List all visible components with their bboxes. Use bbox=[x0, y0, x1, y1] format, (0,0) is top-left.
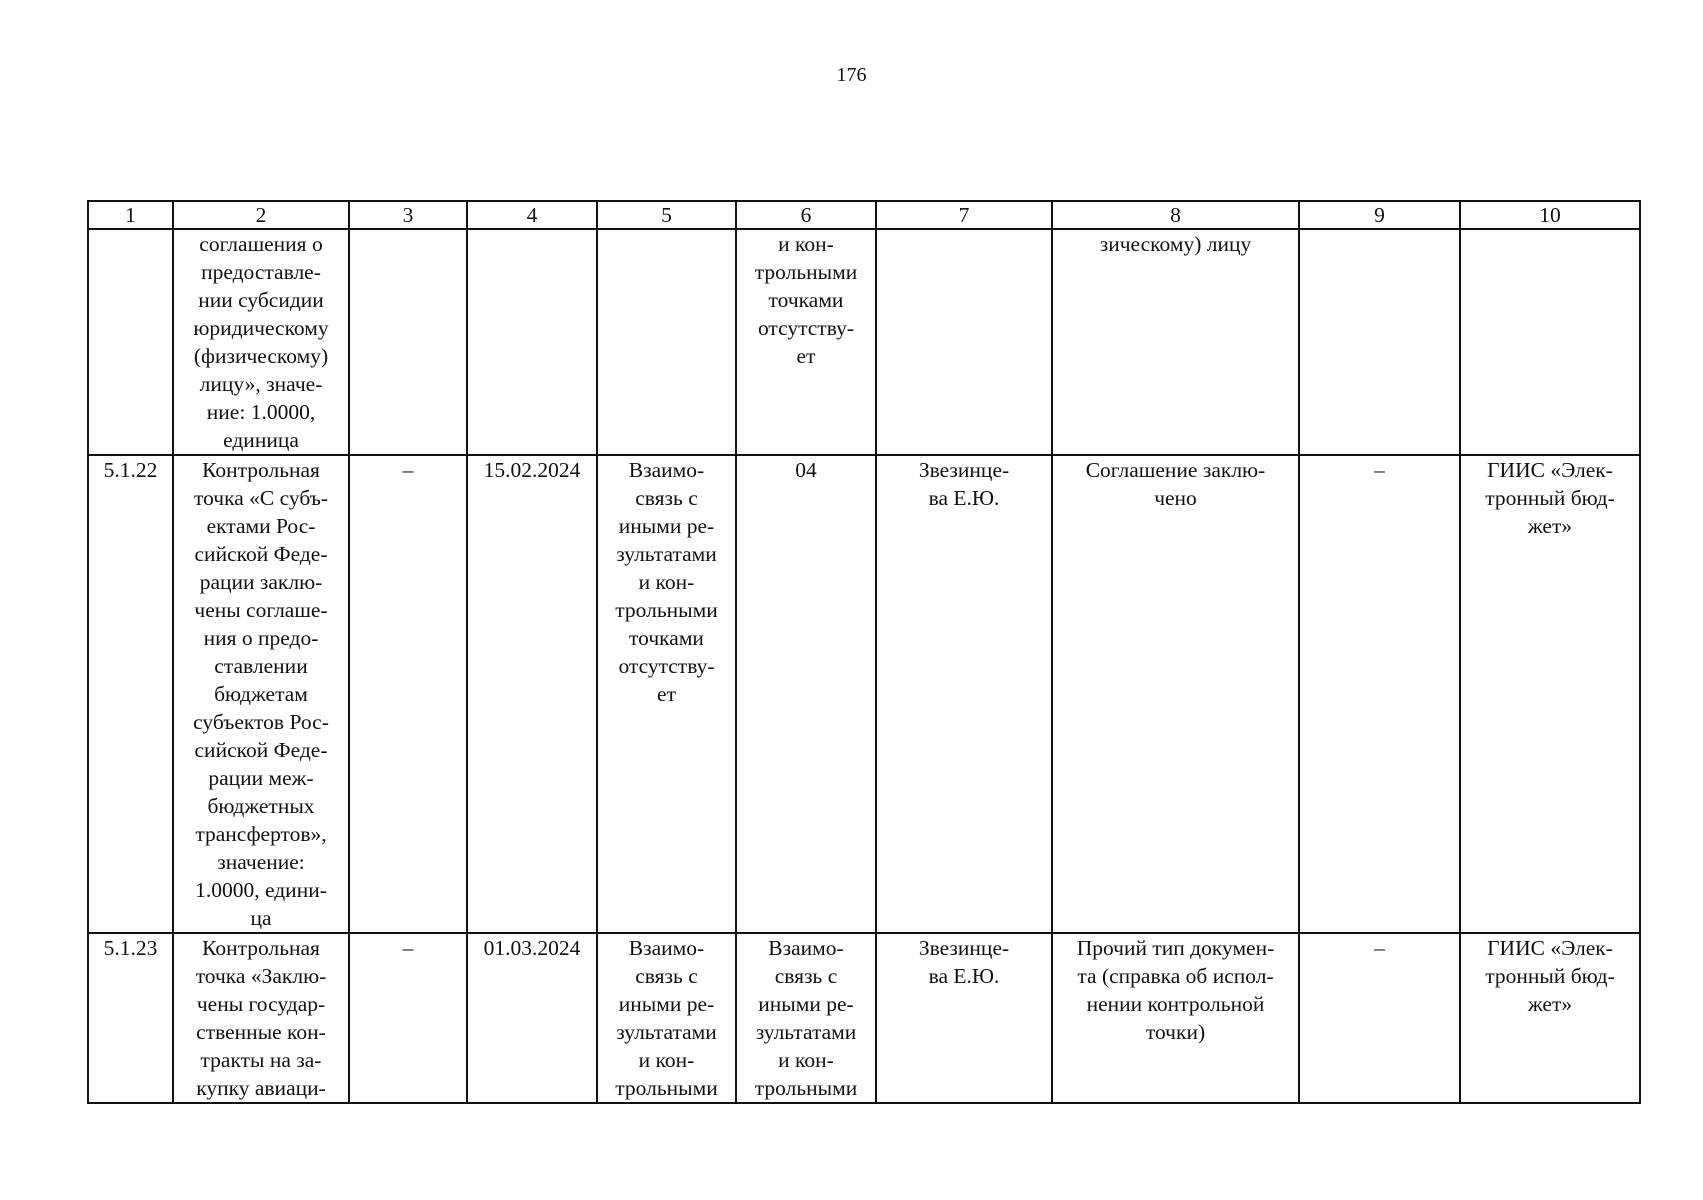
table-cell: Звезинце- ва Е.Ю. bbox=[876, 933, 1052, 1103]
table-cell bbox=[597, 229, 736, 455]
document-table bbox=[87, 200, 1641, 1104]
table-cell: Контрольная точка «Заклю- чены государ- ственные кон- тракты на за- купку авиаци- bbox=[173, 933, 349, 1103]
table-cell: – bbox=[1299, 455, 1460, 933]
table-cell: Взаимо- связь с иными ре- зультатами и кон- трольными точками отсутству- ет bbox=[597, 455, 736, 933]
table-cell: Звезинце- ва Е.Ю. bbox=[876, 455, 1052, 933]
column-header-2: 2 bbox=[173, 201, 349, 229]
table-cell bbox=[876, 229, 1052, 455]
column-header-7: 7 bbox=[876, 201, 1052, 229]
table-cell: Соглашение заклю- чено bbox=[1052, 455, 1299, 933]
table-cell bbox=[1299, 229, 1460, 455]
column-header-8: 8 bbox=[1052, 201, 1299, 229]
page-number: 176 bbox=[836, 64, 867, 86]
table-cell: ГИИС «Элек- тронный бюд- жет» bbox=[1460, 455, 1640, 933]
column-header-5: 5 bbox=[597, 201, 736, 229]
table-cell: зическому) лицу bbox=[1052, 229, 1299, 455]
table-cell: – bbox=[349, 455, 467, 933]
table-row bbox=[88, 933, 1640, 1103]
column-header-4: 4 bbox=[467, 201, 597, 229]
table-cell: 5.1.23 bbox=[88, 933, 173, 1103]
table-cell bbox=[349, 229, 467, 455]
table-cell: 01.03.2024 bbox=[467, 933, 597, 1103]
column-header-1: 1 bbox=[88, 201, 173, 229]
table-header-row bbox=[88, 201, 1640, 229]
table-cell: Контрольная точка «С субъ- ектами Рос- сийской Феде- рации заклю- чены соглаше- ния о предо- ставлении бюджетам субъектов Рос- сийской Феде- рации меж- бюджетных трансфертов», значение: 1.0000, едини- ца bbox=[173, 455, 349, 933]
table-cell: 04 bbox=[736, 455, 876, 933]
column-header-10: 10 bbox=[1460, 201, 1640, 229]
column-header-6: 6 bbox=[736, 201, 876, 229]
table-cell: Прочий тип докумен- та (справка об испол- нении контрольной точки) bbox=[1052, 933, 1299, 1103]
table-cell: и кон- трольными точками отсутству- ет bbox=[736, 229, 876, 455]
table-cell: 15.02.2024 bbox=[467, 455, 597, 933]
table-cell bbox=[467, 229, 597, 455]
table-cell: – bbox=[349, 933, 467, 1103]
table-cell: Взаимо- связь с иными ре- зультатами и кон- трольными bbox=[597, 933, 736, 1103]
table-cell: – bbox=[1299, 933, 1460, 1103]
column-header-3: 3 bbox=[349, 201, 467, 229]
column-header-9: 9 bbox=[1299, 201, 1460, 229]
table-cell: 5.1.22 bbox=[88, 455, 173, 933]
table-row bbox=[88, 229, 1640, 455]
table-row bbox=[88, 455, 1640, 933]
table-cell: ГИИС «Элек- тронный бюд- жет» bbox=[1460, 933, 1640, 1103]
table-cell: Взаимо- связь с иными ре- зультатами и кон- трольными bbox=[736, 933, 876, 1103]
table-cell bbox=[1460, 229, 1640, 455]
table-cell bbox=[88, 229, 173, 455]
table-cell: соглашения о предоставле- нии субсидии юридическому (физическому) лицу», значе- ние: 1.0000, единица bbox=[173, 229, 349, 455]
